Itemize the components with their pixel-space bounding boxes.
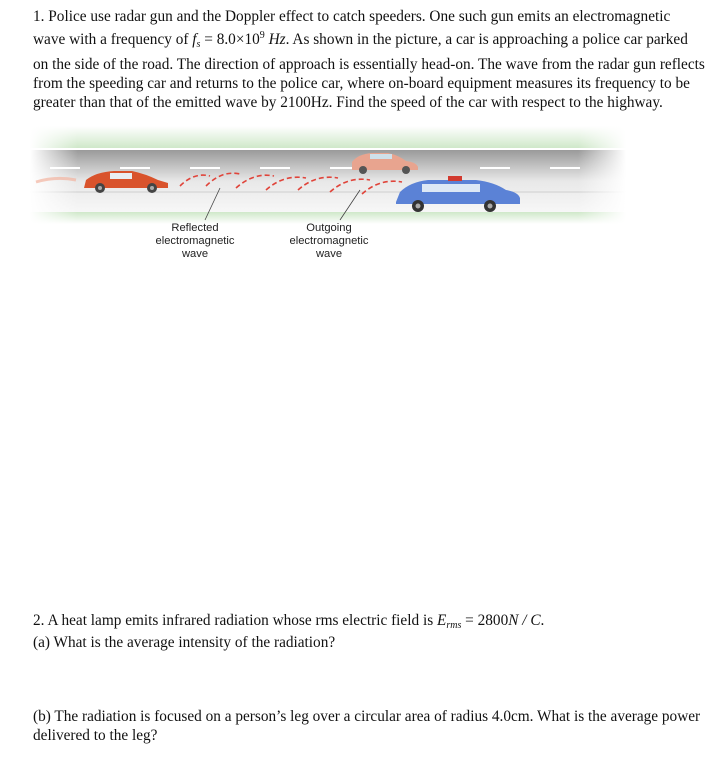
frequency-subscript: s <box>196 39 201 51</box>
question-2-text: 2. A heat lamp emits infrared radiation whose rms electric field is $E_{rms} = 2800N / C$. <box>33 612 545 631</box>
field-subscript: rms <box>446 620 462 631</box>
frequency-unit: Hz <box>264 31 286 49</box>
frequency-value: = 8.0×10 <box>200 31 260 49</box>
outgoing-wave-label: Outgoing electromagnetic wave <box>289 222 369 260</box>
field-symbol: E <box>436 612 447 629</box>
doppler-radar-figure <box>30 124 626 264</box>
frequency-exponent: 9 <box>259 30 265 42</box>
field-unit: N / C <box>508 612 541 629</box>
field-value: = 2800 <box>461 612 509 629</box>
reflected-wave-label: Reflected electromagnetic wave <box>155 222 235 260</box>
question-2a-text: (a) What is the average intensity of the radiation? <box>33 634 336 651</box>
frequency-symbol: f <box>192 31 197 49</box>
question-1-text: 1. Police use radar gun and the Doppler effect to catch speeders. One such gun emits an electromagnetic wave with a frequency of $f_s = 8.0\times 10^9$ Hz. As shown in the picture, a car is approaching a police car parked on the side of the road. The direction of approach is essentially head-on. The wave from the radar gun reflects from the speeding car and returns to the police car, where on-board equipment measures its frequency to be greater than that of the emitted wave by 2100Hz. Find the speed of the car with respect to the highway. <box>33 8 705 112</box>
question-2b-text: (b) The radiation is focused on a person’s leg over a circular area of radius 4.0cm. What is the average power delivered to the leg? <box>33 708 701 745</box>
